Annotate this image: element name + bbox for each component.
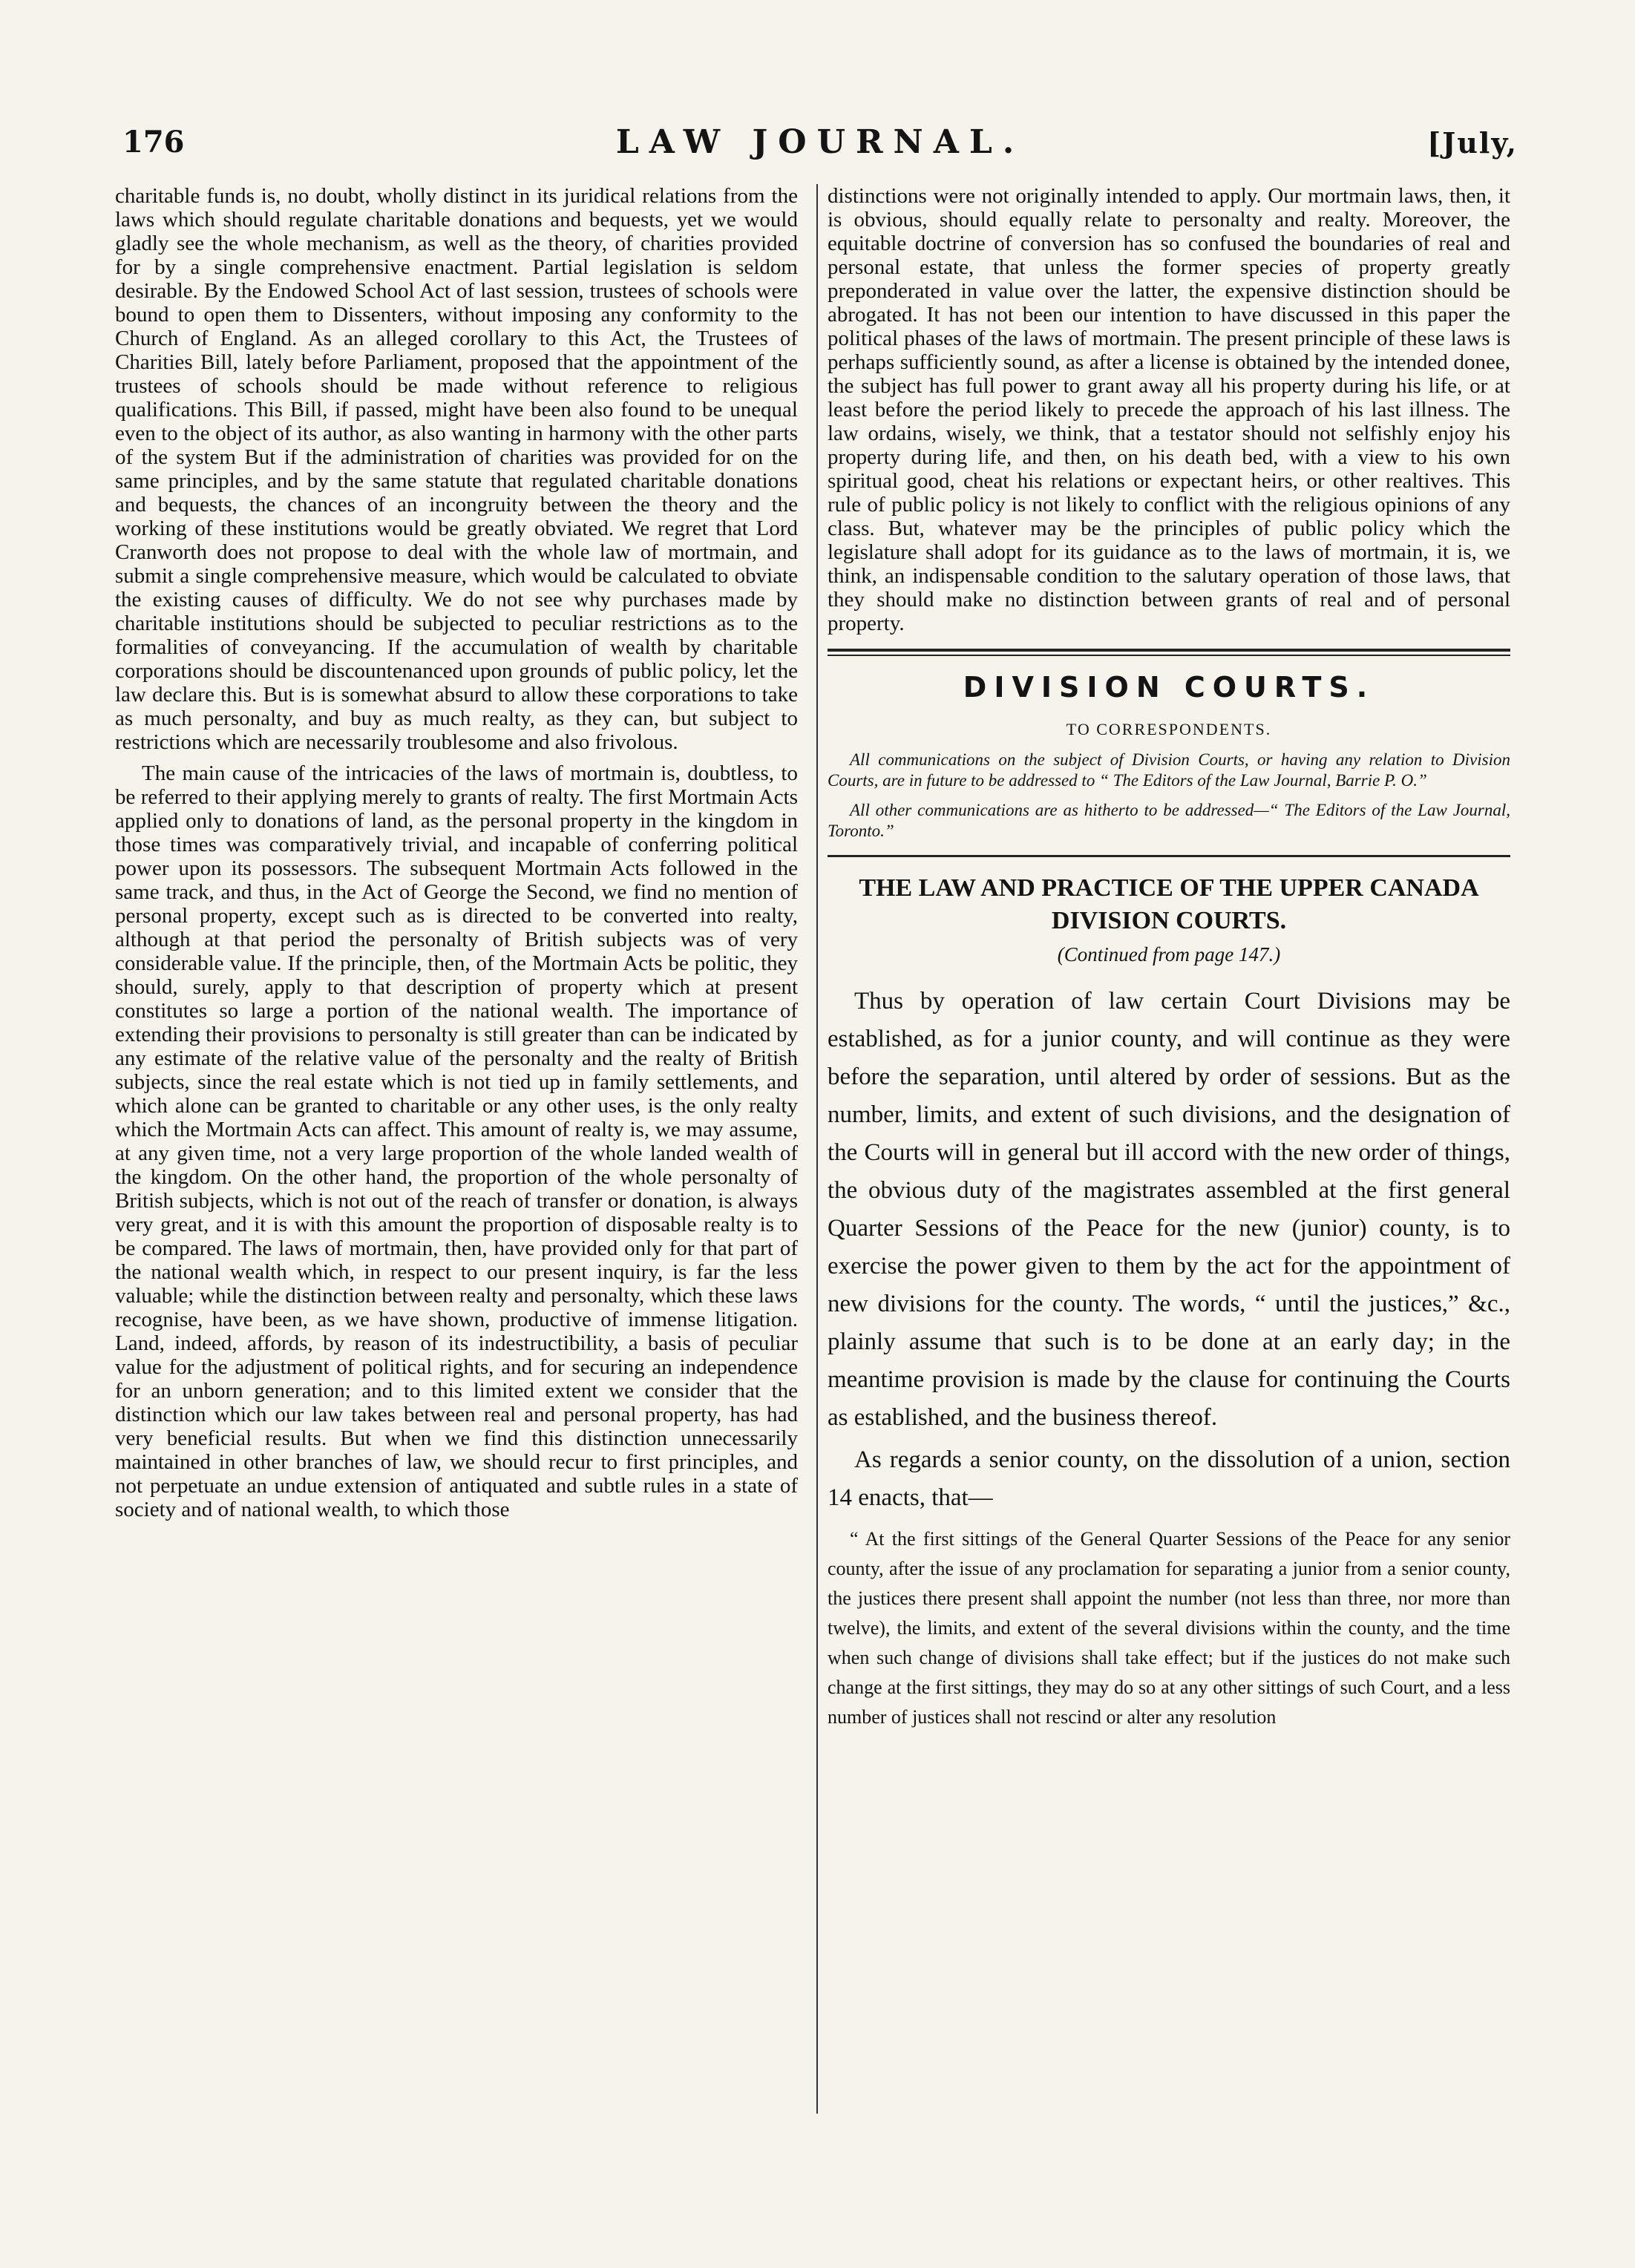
article-title: THE LAW AND PRACTICE OF THE UPPER CANADA DIVISION COURTS. <box>859 874 1479 934</box>
correspondents-heading: TO CORRESPONDENTS. <box>1066 720 1272 738</box>
article-rule <box>828 855 1510 857</box>
article-paragraph: Thus by operation of law certain Court Divisions may be established, as for a junior county, and will continue as they were before the separation, until altered by order of sessions. But as the number, limits, and extent of such divisions, and the designation of the Courts will in general but ill accord with the new order of things, the obvious duty of the magistrates assembled at the first general Quarter Sessions of the Peace for the new (junior) county, is to exercise the power given to them by the act for the appointment of new divisions for the county. The words, “ until the justices,” &c., plainly assume that such is to be done at an early day; in the meantime provision is made by the clause for continuing the Courts as established, and the business thereof. <box>828 988 1510 1431</box>
body-paragraph: charitable funds is, no doubt, wholly distinct in its juridical relations from the laws which should regulate charitable donations and bequests, yet we would gladly see the whole mechanism, as well as the theory, of charities provided for by a single comprehensive enactment. Partial legislation is seldom desirable. By the Endowed School Act of last session, trustees of schools were bound to open them to Dissenters, without imposing any conformity to the Church of England. As an alleged corollary to this Act, the Trustees of Charities Bill, lately before Parliament, proposed that the appointment of the trustees of schools should be made without reference to religious qualifications. This Bill, if passed, might have been also found to be unequal even to the object of its author, as also wanting in harmony with the other parts of the system But if the administration of charities was provided for on the same principles, and by the same statute that regulated charitable donations and bequests, the chances of an incongruity between the theory and the working of these institutions would be greatly obviated. We regret that Lord Cranworth does not propose to deal with the whole law of mortmain, and submit a single comprehensive measure, which would be calculated to obviate the existing causes of difficulty. We do not see why purchases made by charitable institutions should be subjected to peculiar restrictions as to the formalities of conveyancing. If the accumulation of wealth by charitable corporations should be discountenanced upon grounds of public policy, let the law declare this. But is is somewhat absurd to allow these corporations to take as much personalty, and buy as much realty, as they can, but subject to restrictions which are necessarily troublesome and also frivolous. <box>115 184 798 754</box>
statute-quote: “ At the first sittings of the General Quarter Sessions of the Peace for any senior county, after the issue of any proclamation for separating a junior from a senior county, the justices there present shall appoint the number (not less than three, nor more than twelve), the limits, and extent of the several divisions within the county, and the time when such change of divisions shall take effect; but if the justices do not make such change at the first sittings, they may do so at any other sittings of such Court, and a less number of justices shall not rescind or alter any resolution <box>828 1528 1510 1728</box>
correspondents-note: All other communications are as hitherto to be addressed—“ The Editors of the Law Journal, Toronto.” <box>828 801 1510 840</box>
continued-note: (Continued from page 147.) <box>1057 943 1281 966</box>
issue-month: [July, <box>1427 126 1518 160</box>
correspondents-note: All communications on the subject of Division Courts, or having any relation to Division Courts, are in future to be addressed to “ The Editors of the Law Journal, Barrie P. O.” <box>828 750 1510 790</box>
section-rule <box>828 649 1510 656</box>
page-number: 176 <box>122 125 185 160</box>
body-paragraph: The main cause of the intricacies of the laws of mortmain is, doubtless, to be referred to their applying merely to grants of realty. The first Mortmain Acts applied only to donations of land, as the personal property in the kingdom in those times was comparatively trivial, and incapable of conferring political power upon its possessors. The subsequent Mortmain Acts followed in the same track, and thus, in the Act of George the Second, we find no mention of personal property, except such as is directed to be converted into realty, although at that period the personalty of British subjects was of very considerable value. If the principle, then, of the Mortmain Acts be politic, they should, surely, apply to that description of property which at present constitutes so large a portion of the national wealth. The importance of extending their provisions to personalty is still greater than can be indicated by any estimate of the relative value of the personalty and the realty of British subjects, since the real estate which is not tied up in family settlements, and which alone can be granted to charitable or any other uses, is the only realty which the Mortmain Acts can affect. This amount of realty is, we may assume, at any given time, not a very large proportion of the whole landed wealth of the kingdom. On the other hand, the proportion of the whole personalty of British subjects, which is not out of the reach of transfer or donation, is always very great, and it is with this amount the proportion of disposable realty is to be compared. The laws of mortmain, then, have provided only for that part of the national wealth which, in respect to our present inquiry, is far the less valuable; while the distinction between realty and personalty, which these laws recognise, have been, as we have shown, productive of immense litigation. Land, indeed, affords, by reason of its indestructibility, a basis of peculiar value for the adjustment of political rights, and for securing an independence for an unborn generation; and to this limited extent we consider that the distinction which our law takes between real and personal property, has had very beneficial results. But when we find this distinction unnecessarily maintained in other branches of law, we should recur to first principles, and not perpetuate an undue extension of antiquated and subtle rules in a state of society and of national wealth, to which those <box>115 761 798 1521</box>
right-column <box>828 184 1510 2255</box>
journal-title: LAW JOURNAL. <box>615 123 1025 161</box>
page-header <box>115 111 1525 171</box>
left-column <box>115 184 798 2255</box>
article-paragraph: As regards a senior county, on the dissolution of a union, section 14 enacts, that— <box>828 1446 1510 1511</box>
body-paragraph: distinctions were not originally intended to apply. Our mortmain laws, then, it is obvious, should equally relate to personalty and realty. Moreover, the equitable doctrine of conversion has so confused the boundaries of real and personal estate, that unless the former species of property greatly preponderated in value over the latter, the expensive distinction should be abrogated. It has not been our intention to have discussed in this paper the political phases of the laws of mortmain. The present principle of these laws is perhaps sufficiently sound, as after a license is obtained by the intended donee, the subject has full power to grant away all his property during his life, or at least before the period likely to precede the approach of his last illness. The law ordains, wisely, we think, that a testator should not selfishly enjoy his property during life, and then, on his death bed, with a view to his own spiritual good, cheat his relations or expectant heirs, or other realtives. This rule of public policy is not likely to conflict with the religious opinions of any class. But, whatever may be the principles of public policy which the legislature shall adopt for its guidance as to the laws of mortmain, it is, we think, an indispensable condition to the salutary operation of those laws, that they should make no distinction between grants of real and of personal property. <box>828 184 1510 635</box>
section-title: DIVISION COURTS. <box>963 671 1375 704</box>
column-divider <box>816 184 818 2114</box>
